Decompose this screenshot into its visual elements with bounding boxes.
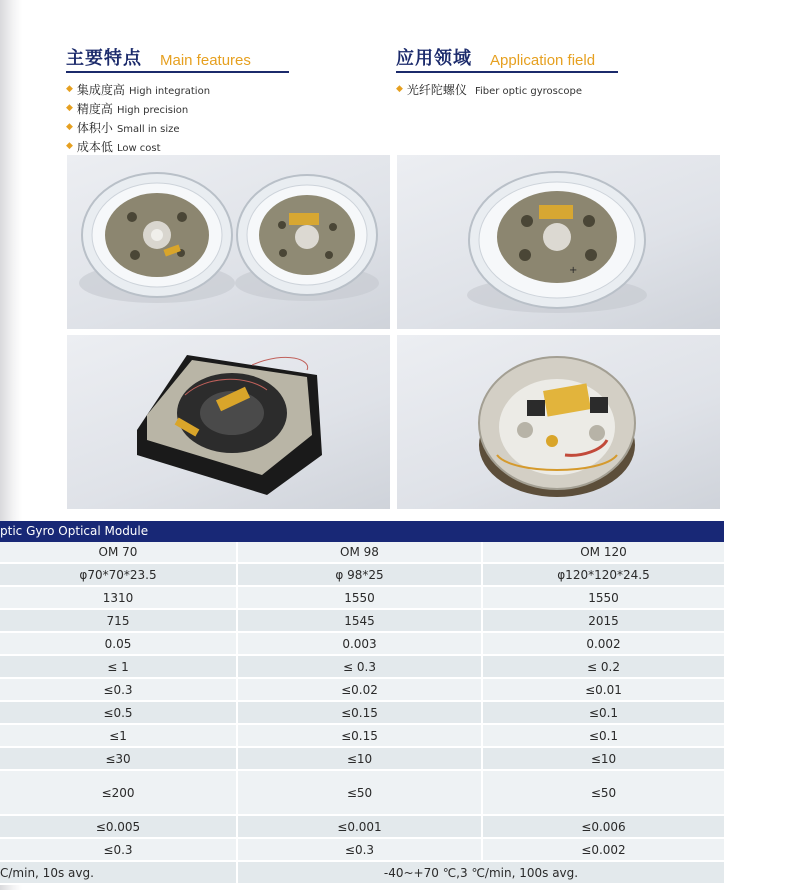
feature-item: ◆ 成本低 Low cost (66, 140, 161, 154)
table-cell: ≤10 (590, 751, 617, 766)
table-cell: ≤0.3 (0, 839, 238, 860)
table-cell: ≤0.15 (238, 702, 483, 723)
table-row (0, 816, 724, 839)
table-cell: ≤10 (238, 748, 483, 769)
table-cell: ≤0.001 (238, 816, 483, 837)
table-cell: ≤50 (238, 771, 483, 814)
table-cell: ≤0.3 (238, 839, 483, 860)
table-cell: 0.002 (586, 636, 621, 651)
table-cell: 1545 (238, 610, 483, 631)
table-cell: 0.05 (0, 633, 238, 654)
table-cell: OM 98 (238, 542, 483, 562)
table-cell: ≤0.02 (238, 679, 483, 700)
table-cell: ≤0.1 (588, 705, 619, 720)
table-row (0, 679, 724, 702)
table-cell: ≤1 (0, 725, 238, 746)
table-cell: ≤0.1 (588, 728, 619, 743)
main-features-list (66, 82, 210, 158)
table-cell: 2015 (588, 613, 619, 628)
product-photo-open-module (397, 335, 720, 509)
table-cell: ≤0.5 (0, 702, 238, 723)
table-cell: 1310 (0, 587, 238, 608)
table-cell: ≤ 0.2 (587, 659, 620, 674)
table-row (0, 771, 724, 816)
feature-item: ◆ 精度高 High precision (66, 102, 189, 116)
table-cell: OM 120 (580, 545, 627, 559)
product-photo-two-modules (67, 155, 390, 329)
application-field-list (396, 82, 582, 101)
table-row (0, 587, 724, 610)
table-row (0, 542, 724, 564)
table-cell: ≤30 (0, 748, 238, 769)
main-features-underline (66, 71, 289, 73)
bullet-icon: ◆ (66, 103, 73, 113)
table-cell: ≤0.005 (0, 816, 238, 837)
table-cell: ≤ 1 (0, 656, 238, 677)
bullet-icon: ◆ (396, 84, 403, 94)
table-cell: φ70*70*23.5 (0, 564, 238, 585)
table-cell: ≤0.006 (581, 819, 626, 834)
feature-item: ◆ 集成度高 High integration (66, 83, 211, 97)
table-cell: φ120*120*24.5 (557, 567, 650, 582)
table-cell: ≤200 (0, 771, 238, 814)
table-cell: 715 (0, 610, 238, 631)
application-field-heading (396, 44, 595, 70)
table-cell: 1550 (238, 587, 483, 608)
table-row (0, 702, 724, 725)
product-photo-square-module (67, 335, 390, 509)
table-row (0, 564, 724, 587)
application-field-title-cn: 应用领域 (396, 48, 472, 69)
application-item: ◆ 光纤陀螺仪 Fiber optic gyroscope (396, 83, 582, 97)
table-row (0, 862, 724, 885)
main-features-heading (66, 44, 251, 70)
spec-table (0, 542, 724, 885)
table-cell: ≤0.3 (0, 679, 238, 700)
table-row (0, 656, 724, 679)
table-cell: 1550 (588, 590, 619, 605)
application-field-title-en: Application field (490, 52, 596, 69)
spec-table-title: ptic Gyro Optical Module (0, 521, 724, 542)
table-row (0, 839, 724, 862)
table-cell: 0.003 (238, 633, 483, 654)
table-cell: C/min, 10s avg. (0, 862, 238, 883)
table-row (0, 748, 724, 771)
bullet-icon: ◆ (66, 141, 73, 151)
table-cell: ≤50 (590, 785, 617, 800)
table-cell: ≤0.002 (581, 842, 626, 857)
table-row (0, 610, 724, 633)
bullet-icon: ◆ (66, 122, 73, 132)
table-cell: ≤0.15 (238, 725, 483, 746)
application-field-underline (396, 71, 618, 73)
table-row (0, 725, 724, 748)
main-features-title-cn: 主要特点 (66, 48, 142, 69)
feature-item: ◆ 体积小 Small in size (66, 121, 180, 135)
table-cell: φ 98*25 (238, 564, 483, 585)
table-cell: ≤0.01 (585, 682, 622, 697)
bullet-icon: ◆ (66, 84, 73, 94)
table-cell: OM 70 (0, 542, 238, 562)
table-cell: -40~+70 ℃,3 ℃/min, 100s avg. (383, 865, 579, 880)
table-cell: ≤ 0.3 (238, 656, 483, 677)
main-features-title-en: Main features (160, 52, 251, 69)
product-photo-single-module (397, 155, 720, 329)
svg-text:+: + (569, 265, 578, 276)
table-row (0, 633, 724, 656)
